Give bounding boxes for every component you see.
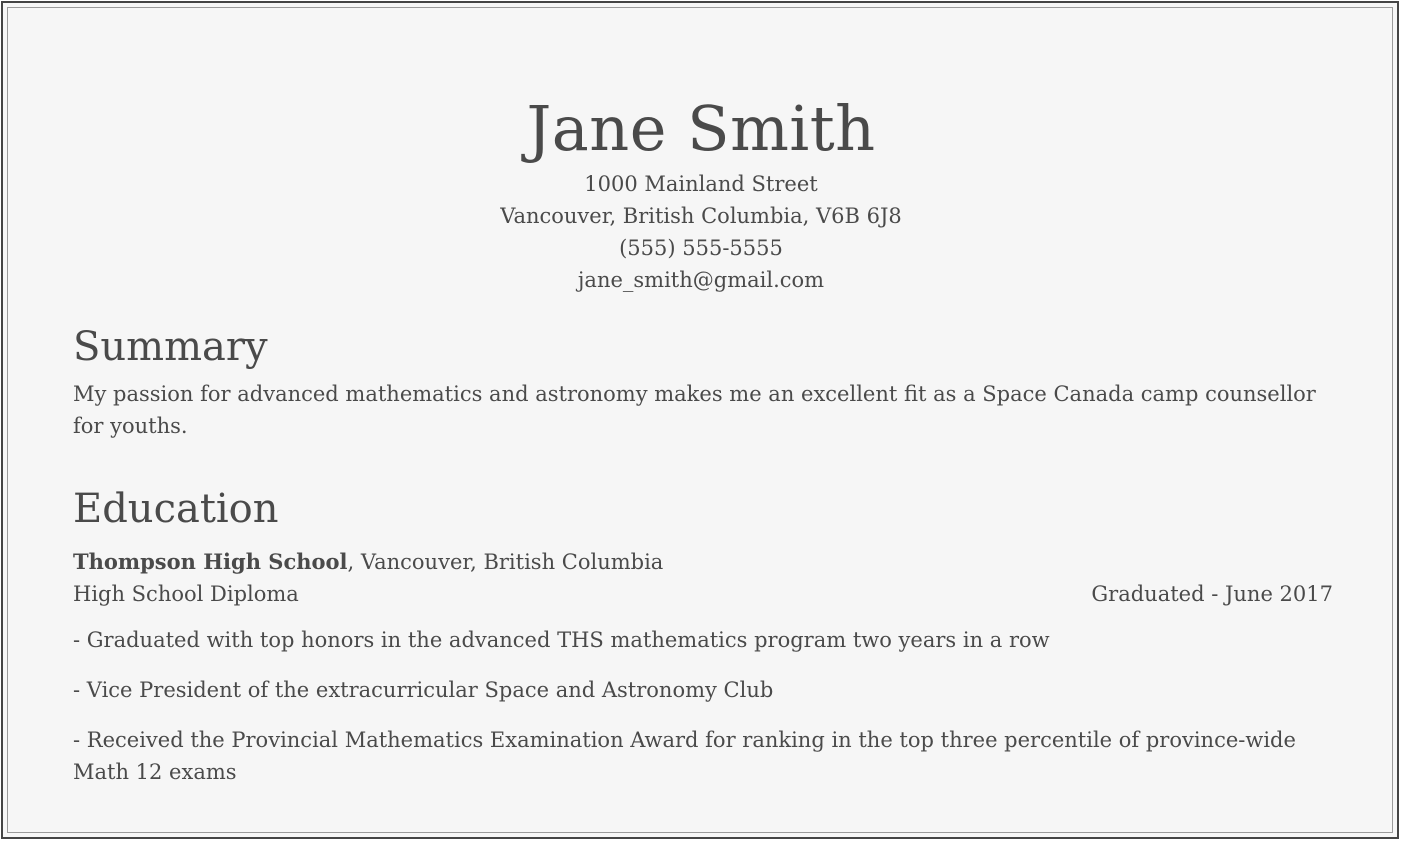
address-line-2: Vancouver, British Columbia, V6B 6J8: [500, 204, 902, 228]
education-bullet: - Received the Provincial Mathematics Examination Award for ranking in the top three percentile of province-wide Math 12 exams: [73, 728, 1296, 784]
address-line-1: 1000 Mainland Street: [584, 172, 818, 196]
summary-text: My passion for advanced mathematics and astronomy makes me an excellent fit as a Space Canada camp counsellor for youths.: [73, 382, 1316, 438]
resume-header: [0, 90, 1402, 296]
school-name: Thompson High School: [73, 549, 348, 574]
education-section: [73, 484, 1333, 788]
education-title: Education: [73, 486, 279, 532]
credential: High School Diploma: [73, 582, 299, 606]
credential-row: [73, 578, 1333, 610]
graduation-date: Graduated - June 2017: [1091, 582, 1333, 606]
education-bullet: - Vice President of the extracurricular Space and Astronomy Club: [73, 678, 774, 702]
education-bullet: - Graduated with top honors in the advanced THS mathematics program two years in a row: [73, 628, 1050, 652]
summary-section: [73, 322, 1333, 442]
applicant-name: Jane Smith: [526, 92, 876, 165]
phone-number: (555) 555-5555: [619, 236, 783, 260]
school-location: , Vancouver, British Columbia: [347, 550, 664, 574]
school-line: [73, 546, 1333, 578]
summary-title: Summary: [73, 324, 268, 370]
email-address: jane_smith@gmail.com: [577, 268, 825, 292]
